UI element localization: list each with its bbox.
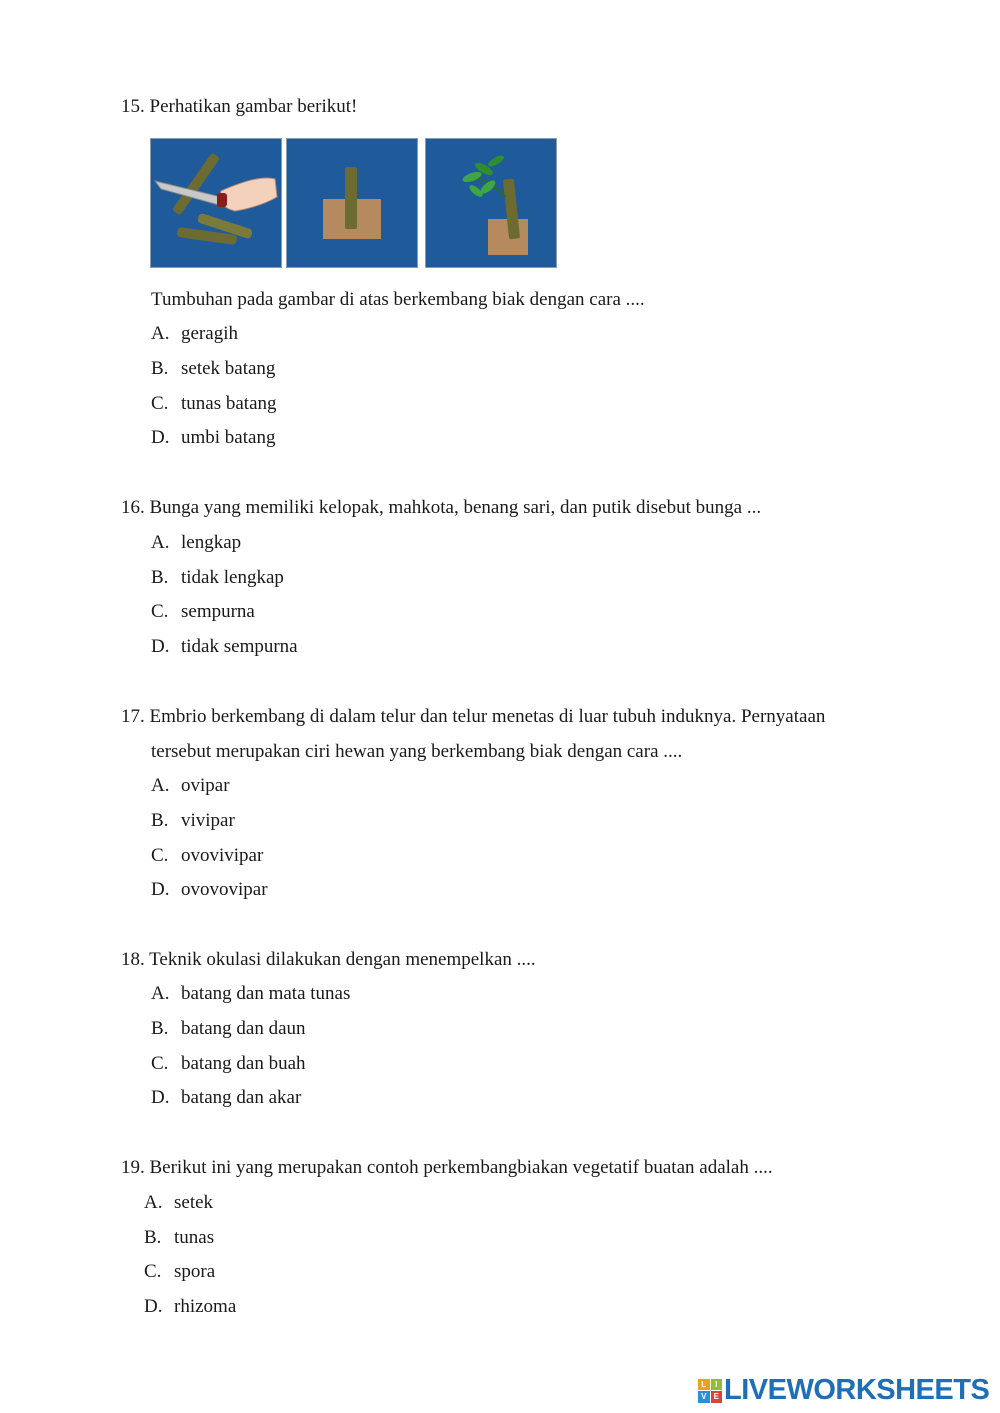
- question-17-option-d[interactable]: [151, 879, 268, 901]
- question-15-option-a[interactable]: [151, 323, 238, 345]
- option-letter: D.: [151, 1087, 170, 1108]
- planted-stem-image: [286, 138, 418, 268]
- option-letter: C.: [151, 1053, 169, 1074]
- option-text: setek batang: [181, 358, 276, 379]
- option-letter: C.: [151, 845, 169, 866]
- question-16-option-b[interactable]: [151, 567, 284, 589]
- knife-cutting-icon: [151, 139, 281, 267]
- question-18-option-d[interactable]: [151, 1087, 301, 1109]
- option-letter: A.: [151, 323, 170, 344]
- question-15-option-b[interactable]: [151, 358, 275, 380]
- liveworksheets-logo-icon: [698, 1379, 722, 1403]
- question-15-option-c[interactable]: [151, 393, 277, 415]
- question-17-option-b[interactable]: [151, 810, 235, 832]
- logo-icon-letter: V: [698, 1391, 710, 1403]
- logo-icon-letter: I: [711, 1379, 723, 1391]
- question-15-prompt: 15. Perhatikan gambar berikut!: [121, 96, 358, 117]
- question-19-option-d[interactable]: [144, 1296, 236, 1318]
- planted-stem-icon: [287, 139, 417, 267]
- option-text: lengkap: [181, 532, 242, 553]
- option-letter: A.: [151, 983, 170, 1004]
- question-19-option-b[interactable]: [144, 1227, 214, 1249]
- logo-icon-letter: L: [698, 1379, 710, 1391]
- option-text: setek: [174, 1192, 214, 1213]
- question-16-option-a[interactable]: [151, 532, 241, 554]
- option-letter: C.: [151, 601, 169, 622]
- option-letter: A.: [144, 1192, 163, 1213]
- question-19-option-c[interactable]: [144, 1261, 215, 1283]
- option-text: tunas batang: [181, 393, 277, 414]
- option-letter: B.: [151, 567, 169, 588]
- option-letter: D.: [151, 636, 170, 657]
- question-15-statement: Tumbuhan pada gambar di atas berkembang biak dengan cara ....: [151, 289, 645, 310]
- cutting-stem-image: [150, 138, 282, 268]
- question-15-option-d[interactable]: [151, 427, 275, 449]
- question-18-option-b[interactable]: [151, 1018, 306, 1040]
- option-text: tidak lengkap: [181, 567, 284, 588]
- question-18-prompt: 18. Teknik okulasi dilakukan dengan menempelkan ....: [121, 949, 536, 970]
- question-16-option-d[interactable]: [151, 636, 298, 658]
- question-19-option-a[interactable]: [144, 1192, 213, 1214]
- question-18-option-c[interactable]: [151, 1053, 306, 1075]
- option-text: batang dan akar: [181, 1087, 302, 1108]
- option-letter: B.: [151, 1018, 169, 1039]
- sprouting-plant-icon: [426, 139, 556, 267]
- liveworksheets-logo-text: LIVEWORKSHEETS: [724, 1374, 990, 1406]
- option-text: rhizoma: [174, 1296, 237, 1317]
- question-17-option-c[interactable]: [151, 845, 263, 867]
- option-text: ovovivipar: [181, 845, 264, 866]
- question-18-option-a[interactable]: [151, 983, 350, 1005]
- liveworksheets-logo[interactable]: [698, 1374, 989, 1407]
- question-16-option-c[interactable]: [151, 601, 255, 623]
- option-text: tidak sempurna: [181, 636, 298, 657]
- logo-icon-letter: E: [711, 1391, 723, 1403]
- option-letter: B.: [151, 358, 169, 379]
- option-letter: B.: [151, 810, 169, 831]
- question-16-prompt: 16. Bunga yang memiliki kelopak, mahkota, benang sari, dan putik disebut bunga ...: [121, 497, 762, 518]
- option-letter: A.: [151, 775, 170, 796]
- question-19-prompt: 19. Berikut ini yang merupakan contoh perkembangbiakan vegetatif buatan adalah ....: [121, 1157, 773, 1178]
- option-text: geragih: [181, 323, 238, 344]
- option-text: ovovovipar: [181, 879, 268, 900]
- option-letter: D.: [151, 427, 170, 448]
- option-text: sempurna: [181, 601, 255, 622]
- option-letter: C.: [144, 1261, 162, 1282]
- option-text: batang dan mata tunas: [181, 983, 351, 1004]
- option-text: batang dan buah: [181, 1053, 306, 1074]
- question-17-prompt-line1: 17. Embrio berkembang di dalam telur dan telur menetas di luar tubuh induknya. Pernyataan: [121, 706, 826, 727]
- option-letter: C.: [151, 393, 169, 414]
- option-text: ovipar: [181, 775, 230, 796]
- option-letter: B.: [144, 1227, 162, 1248]
- option-text: vivipar: [181, 810, 235, 831]
- option-letter: D.: [144, 1296, 163, 1317]
- option-text: umbi batang: [181, 427, 276, 448]
- option-letter: D.: [151, 879, 170, 900]
- option-letter: A.: [151, 532, 170, 553]
- option-text: tunas: [174, 1227, 215, 1248]
- option-text: batang dan daun: [181, 1018, 306, 1039]
- sprouting-stem-image: [425, 138, 557, 268]
- question-17-prompt-line2: tersebut merupakan ciri hewan yang berkembang biak dengan cara ....: [151, 741, 683, 762]
- question-17-option-a[interactable]: [151, 775, 230, 797]
- option-text: spora: [174, 1261, 216, 1282]
